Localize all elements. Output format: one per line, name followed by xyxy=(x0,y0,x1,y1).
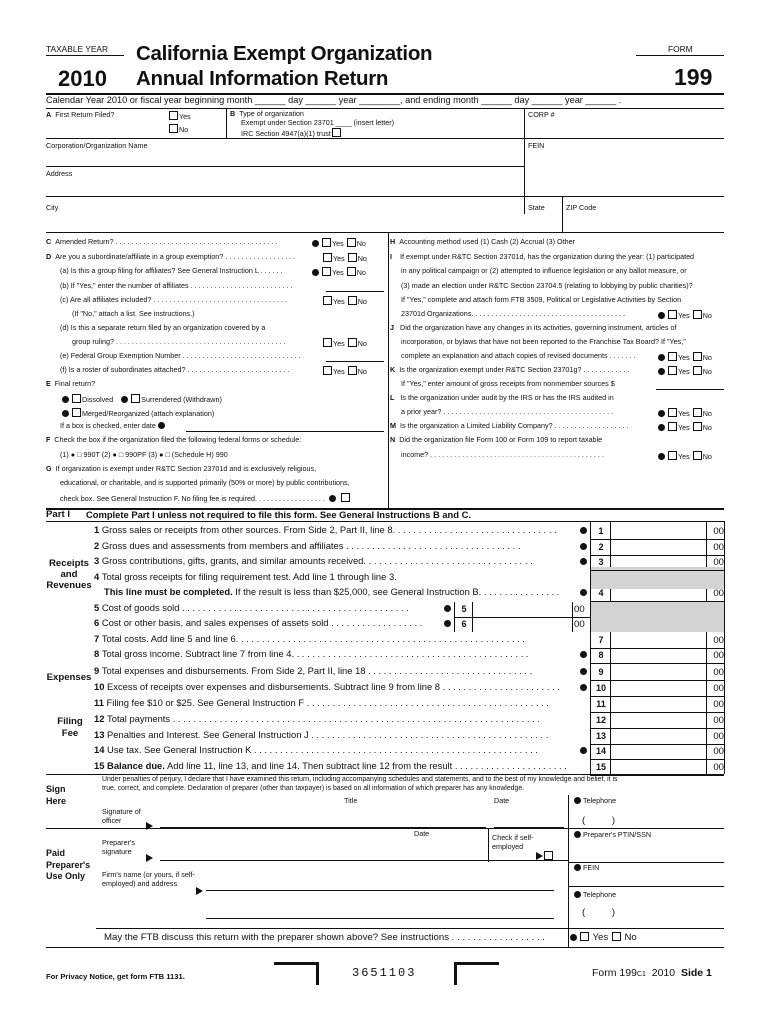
discuss-yes-checkbox[interactable] xyxy=(580,932,589,941)
state-label: State xyxy=(528,203,545,212)
preparer-date-label: Date xyxy=(414,829,430,838)
expenses-label: Expenses xyxy=(46,672,92,683)
part1-line-11-text: 11 Filing fee $10 or $25. See General Instruction F . . . . . . . . . . . . . . . . . . . . . . . . . . . . . . . . . . . . . . . . . . . . . . . xyxy=(94,697,549,708)
part1-line-2-number-box: 2 xyxy=(598,542,604,552)
discuss-yes-label: Yes xyxy=(592,932,609,943)
part1-line-15-amount-field[interactable] xyxy=(612,760,704,774)
fein-label: FEIN xyxy=(528,141,545,150)
self-employed-checkbox[interactable] xyxy=(544,851,553,860)
separate-return-yes-checkbox[interactable] xyxy=(323,338,332,347)
part1-line-4-text: 4 Total gross receipts for filing requirement test. Add line 1 through line 3. xyxy=(94,571,397,582)
question-h: H Accounting method used (1) Cash (2) Accrual (3) Other xyxy=(390,237,575,246)
question-j: J Did the organization have any changes in its activities, governing instrument, articles of xyxy=(390,323,677,332)
part1-line-number: 15 xyxy=(94,760,108,771)
question-d-f: (f) Is a roster of subordinates attached? . . . . . . . . . . . . . . . . . . . . . . . . . . xyxy=(60,365,290,374)
part1-line-number: 12 xyxy=(94,713,108,724)
self-employed-label: Check if self- employed xyxy=(492,833,534,851)
part1-line-1-cents: 00 xyxy=(713,526,724,537)
part1-line-number: 14 xyxy=(94,744,108,755)
preparer-fein-label: FEIN xyxy=(583,863,600,872)
part1-line-15-text: 15 Balance due. Add line 11, line 13, and line 14. Then subtract line 12 from the result . . . . . . . . . . . . . . . . . . . . . . xyxy=(94,760,567,771)
group-exemption-number-field[interactable] xyxy=(326,361,384,362)
part1-line-10-text: 10 Excess of receipts over expenses and disbursements. Subtract line 9 from line 8 . . . . . . . . . . . . . . . . . . . . . . . xyxy=(94,681,560,692)
part1-line-number: 7 xyxy=(94,633,102,644)
part1-line-2-amount-field[interactable] xyxy=(612,540,704,554)
part1-line-11-amount-field[interactable] xyxy=(612,697,704,711)
part1-line-8-amount-field[interactable] xyxy=(612,648,704,662)
part1-line-7-amount-field[interactable] xyxy=(612,633,704,647)
part1-line-number: 3 xyxy=(94,555,102,566)
question-d-d2: group ruling? . . . . . . . . . . . . . . . . . . . . . . . . . . . . . . . . . . . . . . . . . . . xyxy=(72,337,286,346)
part1-line-1-text: 1 Gross sales or receipts from other sources. From Side 2, Part II, line 8. . . . . . . . . . . . . . . . . . . . . . . . . . . . . . . . xyxy=(94,524,557,535)
surrendered-checkbox[interactable] xyxy=(131,394,140,403)
zip-label: ZIP Code xyxy=(566,203,597,212)
part1-title: Complete Part I unless not required to file this form. See General Instructions B and C. xyxy=(86,509,471,520)
final-date-field[interactable] xyxy=(186,431,384,432)
question-i5: 23701d Organizations. . . . . . . . . . . . . . . . . . . . . . . . . . . . . . . . . . . . . . . xyxy=(401,309,626,318)
required-marker-icon xyxy=(580,668,587,675)
part1-line-13-amount-field[interactable] xyxy=(612,729,704,743)
required-marker-icon xyxy=(444,605,451,612)
registration-mark-left xyxy=(274,962,319,985)
signature-officer-label: Signature of officer xyxy=(102,807,141,825)
group-filing-no-checkbox[interactable] xyxy=(347,267,356,276)
part1-line-8-text: 8 Total gross income. Subtract line 7 from line 4. . . . . . . . . . . . . . . . . . . . . . . . . . . . . . . . . . . . . . . . . . . . . . xyxy=(94,648,529,659)
item-a-letter: A xyxy=(46,110,52,119)
question-d-a: (a) Is this a group filing for affiliates? See General Instruction L . . . . . . xyxy=(60,266,283,275)
part1-line-9-cents: 00 xyxy=(713,667,724,678)
amended-yes-checkbox[interactable] xyxy=(322,238,331,247)
part1-line-12-text: 12 Total payments . . . . . . . . . . . . . . . . . . . . . . . . . . . . . . . . . . . . . . . . . . . . . . . . . . . . . . . . . . . . . . . . . . . . . . . xyxy=(94,713,540,724)
part1-line-number: 4 xyxy=(94,571,102,582)
first-return-yes-checkbox[interactable] xyxy=(169,111,178,120)
part1-line-4-cents: 00 xyxy=(713,588,724,599)
part1-label: Part I xyxy=(46,509,70,520)
question-d: D Are you a subordinate/affiliate in a group exemption? . . . . . . . . . . . . . . . . . . xyxy=(46,252,296,261)
audit-no-checkbox[interactable] xyxy=(693,408,702,417)
question-d-e: (e) Federal Group Exemption Number . . . . . . . . . . . . . . . . . . . . . . . . . . . . . . xyxy=(60,351,301,360)
question-m: M Is the organization a Limited Liability Company? . . . . . . . . . . . . . . . . . . . xyxy=(390,421,629,430)
part1-line-1-amount-field[interactable] xyxy=(612,524,704,538)
question-i3: (3) made an election under R&TC Section 23704.5 (relating to lobbying by public charities)? xyxy=(401,281,693,290)
merged-label: Merged/Reorganized (attach explanation) xyxy=(82,409,215,418)
part1-line-15-number-box: 15 xyxy=(595,762,606,772)
tax-year: 2010 xyxy=(58,66,107,91)
part1-line-14-text: 14 Use tax. See General Instruction K . . . . . . . . . . . . . . . . . . . . . . . . . . . . . . . . . . . . . . . . . . . . . . . . . . . . . . . xyxy=(94,744,538,755)
title-label: Title xyxy=(344,796,358,805)
form100-no-checkbox[interactable] xyxy=(693,451,702,460)
part1-line-9-number-box: 9 xyxy=(598,667,604,677)
telephone-label: Telephone xyxy=(583,796,617,805)
part1-line-6-amount-field[interactable] xyxy=(474,617,570,631)
form-title-line2: Annual Information Return xyxy=(136,67,389,90)
roster-yes-checkbox[interactable] xyxy=(323,366,332,375)
preparer-phone-field[interactable]: ( ) xyxy=(582,907,616,918)
corp-number-label: CORP # xyxy=(528,110,555,119)
part1-line-5-text: 5 Cost of goods sold . . . . . . . . . . . . . . . . . . . . . . . . . . . . . . . . . . . . . . . . . . . . xyxy=(94,602,409,613)
part1-line-2-text: 2 Gross dues and assessments from members and affiliates . . . . . . . . . . . . . . . . . . . . . . . . . . . . . . . . . . xyxy=(94,540,521,551)
federal-forms-options[interactable]: (1) ● □ 990T (2) ● □ 990PF (3) ● □ (Schedule H) 990 xyxy=(60,450,228,459)
part1-line-13-number-box: 13 xyxy=(595,731,606,741)
part1-line-15-cents: 00 xyxy=(713,762,724,773)
required-marker-icon xyxy=(580,527,587,534)
part1-line-11-cents: 00 xyxy=(713,699,724,710)
preparer-signature-label: Preparer's signature xyxy=(102,838,135,856)
part1-line-3-amount-field[interactable] xyxy=(612,555,704,569)
political-yes-checkbox[interactable] xyxy=(668,310,677,319)
form-code: 3651103 xyxy=(352,966,417,980)
date-label: Date xyxy=(494,796,510,805)
discuss-question: May the FTB discuss this return with the preparer shown above? See instructions . . . . . . . . . . . . . . . . . . xyxy=(104,932,545,943)
calendar-year-line: Calendar Year 2010 or fiscal year beginning month ______ day ______ year ________, and ending month ______ day ______ year ______ . xyxy=(46,95,622,105)
receipts-revenues-label: Receipts and Revenues xyxy=(46,558,92,592)
audit-yes-checkbox[interactable] xyxy=(668,408,677,417)
paid-preparer-label: Paid Preparer's Use Only xyxy=(46,848,91,882)
part1-line-10-amount-field[interactable] xyxy=(612,681,704,695)
ptin-label: Preparer's PTIN/SSN xyxy=(583,830,652,839)
question-e: E Final return? xyxy=(46,379,96,388)
privacy-notice: For Privacy Notice, get form FTB 1131. xyxy=(46,972,185,981)
part1-line-5-cents: 00 xyxy=(574,604,585,615)
part1-line-7-number-box: 7 xyxy=(598,635,604,645)
form100-yes-checkbox[interactable] xyxy=(668,451,677,460)
part1-line-14-number-box: 14 xyxy=(595,746,606,756)
firm-name-field[interactable] xyxy=(206,890,554,891)
required-marker-icon xyxy=(580,558,587,565)
question-j2: incorporation, or bylaws that have not been reported to the Franchise Tax Board? If "Yes," xyxy=(401,337,686,346)
item-b-letter: B xyxy=(230,109,236,118)
affiliates-count-field[interactable] xyxy=(326,291,384,292)
group-filing-yes-checkbox[interactable] xyxy=(322,267,331,276)
preparer-signature-field[interactable] xyxy=(160,860,568,861)
changes-yes-checkbox[interactable] xyxy=(668,352,677,361)
nonmember-receipts-field[interactable] xyxy=(656,389,724,390)
required-marker-icon xyxy=(444,620,451,627)
question-i2: in any political campaign or (2) attempted to influence legislation or any ballot measure, or xyxy=(401,266,687,275)
part1-line-4-amount-field[interactable] xyxy=(612,586,704,600)
part1-line-number: 10 xyxy=(94,681,108,692)
dissolved-label: Dissolved xyxy=(82,395,114,404)
affiliates-included-yes-checkbox[interactable] xyxy=(323,296,332,305)
question-n2: income? . . . . . . . . . . . . . . . . . . . . . . . . . . . . . . . . . . . . . . . . . . . . xyxy=(401,450,604,459)
no-label: No xyxy=(179,125,189,134)
form-title-line1: California Exempt Organization xyxy=(136,42,433,65)
subordinate-yes-checkbox[interactable] xyxy=(323,253,332,262)
first-return-label: First Return Filed? xyxy=(55,110,115,119)
part1-line-12-number-box: 12 xyxy=(595,715,606,725)
part1-line-9-text: 9 Total expenses and disbursements. From Side 2, Part II, line 18 . . . . . . . . . . . . . . . . . . . . . . . . . . . . . . . . xyxy=(94,665,533,676)
part1-line-number: 8 xyxy=(94,648,102,659)
llc-yes-checkbox[interactable] xyxy=(668,422,677,431)
part1-line-8-cents: 00 xyxy=(713,650,724,661)
part1-line-2-cents: 00 xyxy=(713,542,724,553)
form-number: 199 xyxy=(674,64,713,90)
part1-line-13-cents: 00 xyxy=(713,731,724,742)
question-n: N Did the organization file Form 100 or Form 109 to report taxable xyxy=(390,435,603,444)
question-d-c: (c) Are all affiliates included? . . . . . . . . . . . . . . . . . . . . . . . . . . . . . . . . . . xyxy=(60,295,288,304)
question-i: I If exempt under R&TC Section 23701d, has the organization during the year: (1) participated xyxy=(390,252,695,261)
part1-line-11-number-box: 11 xyxy=(596,699,606,709)
question-d-d: (d) Is this a separate return filed by an organization covered by a xyxy=(60,323,266,332)
firm-name-label: Firm's name (or yours, if self-employed) and address xyxy=(102,870,195,888)
org-name-label: Corporation/Organization Name xyxy=(46,141,148,150)
question-f: F Check the box if the organization filed the following federal forms or schedule: xyxy=(46,435,302,444)
preparer-telephone-label: Telephone xyxy=(583,890,617,899)
part1-line-14-amount-field[interactable] xyxy=(612,744,704,758)
footer-side: Side 1 xyxy=(680,967,712,979)
registration-mark-right xyxy=(454,962,499,985)
irc-trust-label: IRC Section 4947(a)(1) trust xyxy=(241,129,331,138)
part1-line-13-text: 13 Penalties and Interest. See General Instruction J . . . . . . . . . . . . . . . . . . . . . . . . . . . . . . . . . . . . . . . . . . . . . . xyxy=(94,729,549,740)
footer-c1: C1 xyxy=(636,971,646,978)
part1-line-3-text: 3 Gross contributions, gifts, grants, and similar amounts received. . . . . . . . . . . . . . . . . . . . . . . . . . . . . . . . . xyxy=(94,555,533,566)
part1-line-number: 2 xyxy=(94,540,102,551)
officer-phone-field[interactable]: ( ) xyxy=(582,815,616,826)
part1-line-12-amount-field[interactable] xyxy=(612,713,704,727)
perjury-line1: Under penalties of perjury, I declare that I have examined this return, including accompanying schedules and statements, and to the best of my knowledge and belief, it is xyxy=(102,776,618,783)
required-marker-icon xyxy=(580,747,587,754)
separate-return-no-checkbox[interactable] xyxy=(348,338,357,347)
part1-line-4-number-box: 4 xyxy=(598,588,604,598)
question-j3: complete an explanation and attach copies of revised documents . . . . . . . xyxy=(401,351,636,360)
23701g-no-checkbox[interactable] xyxy=(693,366,702,375)
llc-no-checkbox[interactable] xyxy=(693,422,702,431)
part1-line-6-text: 6 Cost or other basis, and sales expenses of assets sold . . . . . . . . . . . . . . . . . . xyxy=(94,617,423,628)
question-k2: If "Yes," enter amount of gross receipts from nonmember sources $ xyxy=(401,379,615,388)
part1-line-6-cents: 00 xyxy=(574,619,585,630)
question-d-c-note: (If "No," attach a list. See instructions.) xyxy=(72,309,195,318)
question-g: G If organization is exempt under R&TC Section 23701d and is exclusively religious, xyxy=(46,464,317,473)
final-date-label: If a box is checked, enter date xyxy=(60,421,156,430)
part1-line-3-cents: 00 xyxy=(713,557,724,568)
perjury-line2: true, correct, and complete. Declaration of preparer (other than taxpayer) is based on all information of which preparer has any knowledge. xyxy=(102,785,525,792)
required-marker-icon xyxy=(580,589,587,596)
city-label: City xyxy=(46,203,59,212)
exempt-section-field[interactable]: Exempt under Section 23701 ____ (insert letter) xyxy=(241,118,395,127)
merged-checkbox[interactable] xyxy=(72,408,81,417)
part1-line-7-cents: 00 xyxy=(713,635,724,646)
question-l2: a prior year? . . . . . . . . . . . . . . . . . . . . . . . . . . . . . . . . . . . . . . . . . . . xyxy=(401,407,614,416)
part1-line-number: 6 xyxy=(94,617,102,628)
footer-form-id: Form 199 xyxy=(592,967,637,979)
taxable-year-label: TAXABLE YEAR xyxy=(46,44,109,54)
part1-line-5-box-number: 5 xyxy=(461,604,467,614)
dissolved-checkbox[interactable] xyxy=(72,394,81,403)
part1-line-10-cents: 00 xyxy=(713,683,724,694)
part1-line-4b-text: This line must be completed. If the result is less than $25,000, see General Instruction B. . . . . . . . . . . . . . . . xyxy=(104,586,560,597)
part1-line-3-number-box: 3 xyxy=(598,557,604,567)
affiliates-included-no-checkbox[interactable] xyxy=(348,296,357,305)
sign-here-label: Sign Here xyxy=(46,784,67,806)
part1-line-number: 13 xyxy=(94,729,108,740)
firm-address-field[interactable] xyxy=(206,918,554,919)
org-type-label: Type of organization xyxy=(239,109,304,118)
yes-label: Yes xyxy=(179,112,191,121)
part1-line-number: 11 xyxy=(94,697,107,708)
part1-line-10-number-box: 10 xyxy=(595,683,606,693)
question-c: C Amended Return? . . . . . . . . . . . . . . . . . . . . . . . . . . . . . . . . . . . . . . . . . xyxy=(46,237,278,246)
part1-line-5-amount-field[interactable] xyxy=(474,602,570,616)
part1-line-6-box-number: 6 xyxy=(461,619,467,629)
part1-line-number: 5 xyxy=(94,602,102,613)
irc-trust-checkbox[interactable] xyxy=(332,128,341,137)
question-l: L Is the organization under audit by the IRS or has the IRS audited in xyxy=(390,393,614,402)
question-k: K Is the organization exempt under R&TC Section 23701g? . . . . . . . . . . . . xyxy=(390,365,630,374)
surrendered-label: Surrendered (Withdrawn) xyxy=(141,395,222,404)
question-i4: If "Yes," complete and attach form FTB 3509, Political or Legislative Activities by Section xyxy=(401,295,682,304)
part1-line-7-text: 7 Total costs. Add line 5 and line 6. . . . . . . . . . . . . . . . . . . . . . . . . . . . . . . . . . . . . . . . . . . . . . . . . . . . . . . . xyxy=(94,633,525,644)
filing-fee-label: Filing Fee xyxy=(57,716,83,739)
religious-exempt-checkbox[interactable] xyxy=(341,493,350,502)
part1-line-12-cents: 00 xyxy=(713,715,724,726)
part1-line-number: 9 xyxy=(94,665,102,676)
discuss-no-checkbox[interactable] xyxy=(612,932,621,941)
amended-no-checkbox[interactable] xyxy=(347,238,356,247)
address-label: Address xyxy=(46,169,73,178)
part1-line-9-amount-field[interactable] xyxy=(612,665,704,679)
question-g2: educational, or charitable, and is supported primarily (50% or more) by public contributions, xyxy=(60,478,350,487)
required-marker-icon xyxy=(580,684,587,691)
part1-line-14-cents: 00 xyxy=(713,746,724,757)
footer-year: 2010 xyxy=(651,967,676,979)
first-return-no-checkbox[interactable] xyxy=(169,124,178,133)
question-g3: check box. See General Instruction F. No filing fee is required. . . . . . . . . . . . . . . . . . xyxy=(60,494,325,503)
subordinate-no-checkbox[interactable] xyxy=(348,253,357,262)
part1-line-number: 1 xyxy=(94,524,102,535)
question-d-b: (b) If "Yes," enter the number of affiliates . . . . . . . . . . . . . . . . . . . . . . . . . . xyxy=(60,281,293,290)
required-marker-icon xyxy=(580,651,587,658)
political-no-checkbox[interactable] xyxy=(693,310,702,319)
roster-no-checkbox[interactable] xyxy=(348,366,357,375)
changes-no-checkbox[interactable] xyxy=(693,352,702,361)
form-label: FORM xyxy=(668,44,693,54)
discuss-no-label: No xyxy=(624,932,637,943)
required-marker-icon xyxy=(580,543,587,550)
23701g-yes-checkbox[interactable] xyxy=(668,366,677,375)
part1-line-1-number-box: 1 xyxy=(598,526,604,536)
part1-line-8-number-box: 8 xyxy=(598,650,604,660)
